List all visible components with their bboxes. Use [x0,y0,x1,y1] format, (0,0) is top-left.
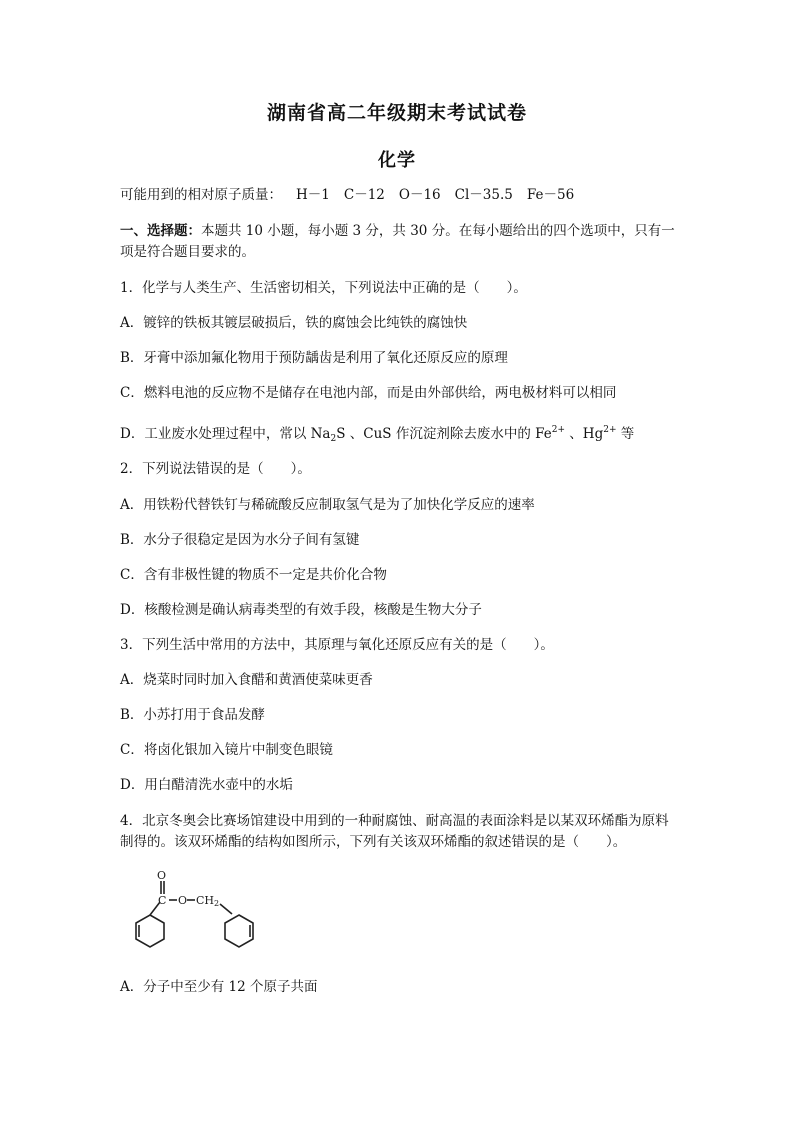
carbonyl-carbon-label: C [158,894,167,907]
question-3-stem: 3．下列生活中常用的方法中，其原理与氧化还原反应有关的是（ ）。 [120,637,554,653]
atomic-mass-o: O－16 [398,187,441,203]
question-1-option-b: B．牙膏中添加氟化物用于预防龋齿是利用了氧化还原反应的原理 [120,350,508,366]
atomic-mass-label: 可能用到的相对原子质量： [120,187,282,203]
option-d-mid1: S 、CuS 作沉淀剂除去废水中的 Fe [336,426,552,442]
option-d-superscript-hg: 2+ [603,425,617,435]
right-ring [225,915,253,947]
atomic-mass-cl: Cl－35.5 [454,187,513,203]
ch2-to-ring-bond [220,904,232,914]
option-d-mid2: 、Hg [565,426,604,442]
atomic-mass-h: H－1 [296,187,330,203]
question-3-option-c: C．将卤化银加入镜片中制变色眼镜 [120,742,333,758]
question-1-stem: 1．化学与人类生产、生活密切相关，下列说法中正确的是（ ）。 [120,280,527,296]
ch2-label [196,894,219,908]
question-2-option-a: A．用铁粉代替铁钉与稀硫酸反应制取氢气是为了加快化学反应的速率 [120,497,535,513]
atomic-mass-fe: Fe－56 [526,187,575,203]
exam-title: 湖南省高二年级期末考试试卷 [266,102,527,124]
option-d-suffix: 等 [616,426,635,442]
section-instructions [120,221,680,263]
question-2-stem: 2．下列说法错误的是（ ）。 [120,461,311,477]
question-2-option-d: D．核酸检测是确认病毒类型的有效手段，核酸是生物大分子 [120,602,482,618]
question-2-option-c: C．含有非极性键的物质不一定是共价化合物 [120,567,387,583]
molecule-structure-diagram [120,868,270,953]
left-ring [136,915,164,947]
ester-oxygen-label: O [178,894,188,907]
ch2-subscript: 2 [214,899,220,908]
question-3-option-a: A．烧菜时同时加入食醋和黄酒使菜味更香 [120,672,373,688]
option-d-prefix: D．工业废水处理过程中，常以 Na [120,426,331,442]
question-1-option-c: C．燃料电池的反应物不是储存在电池内部，而是由外部供给，两电极材料可以相同 [120,385,617,401]
question-3-option-b: B．小苏打用于食品发酵 [120,707,265,723]
atomic-mass-line [120,185,680,205]
question-2-option-b: B．水分子很稳定是因为水分子间有氢键 [120,532,360,548]
question-4-stem: 4．北京冬奥会比赛场馆建设中用到的一种耐腐蚀、耐高温的表面涂料是以某双环烯酯为原料制得的。该双环烯酯的结构如图所示，下列有关该双环烯酯的叙述错误的是（ ）。 [120,813,669,850]
ch2-main: CH [196,894,215,907]
question-4-option-a: A．分子中至少有 12 个原子共面 [120,979,318,995]
section-heading: 一、选择题： [120,223,201,239]
option-d-subscript: 2 [330,434,337,444]
question-3-option-d: D．用白醋清洗水壶中的水垢 [120,777,293,793]
option-d-superscript-fe: 2+ [551,425,566,435]
carbonyl-oxygen-label: O [157,869,167,882]
bond-lines [136,881,253,947]
subject-title: 化学 [378,150,416,171]
question-1-option-a: A．镀锌的铁板其镀层破损后，铁的腐蚀会比纯铁的腐蚀快 [120,315,468,331]
atomic-mass-c: C－12 [343,187,385,203]
section-text: 本题共 10 小题，每小题 3 分，共 30 分。在每小题给出的四个选项中，只有一项是符合题目要求的。 [120,223,675,260]
question-1-option-d [120,420,680,449]
